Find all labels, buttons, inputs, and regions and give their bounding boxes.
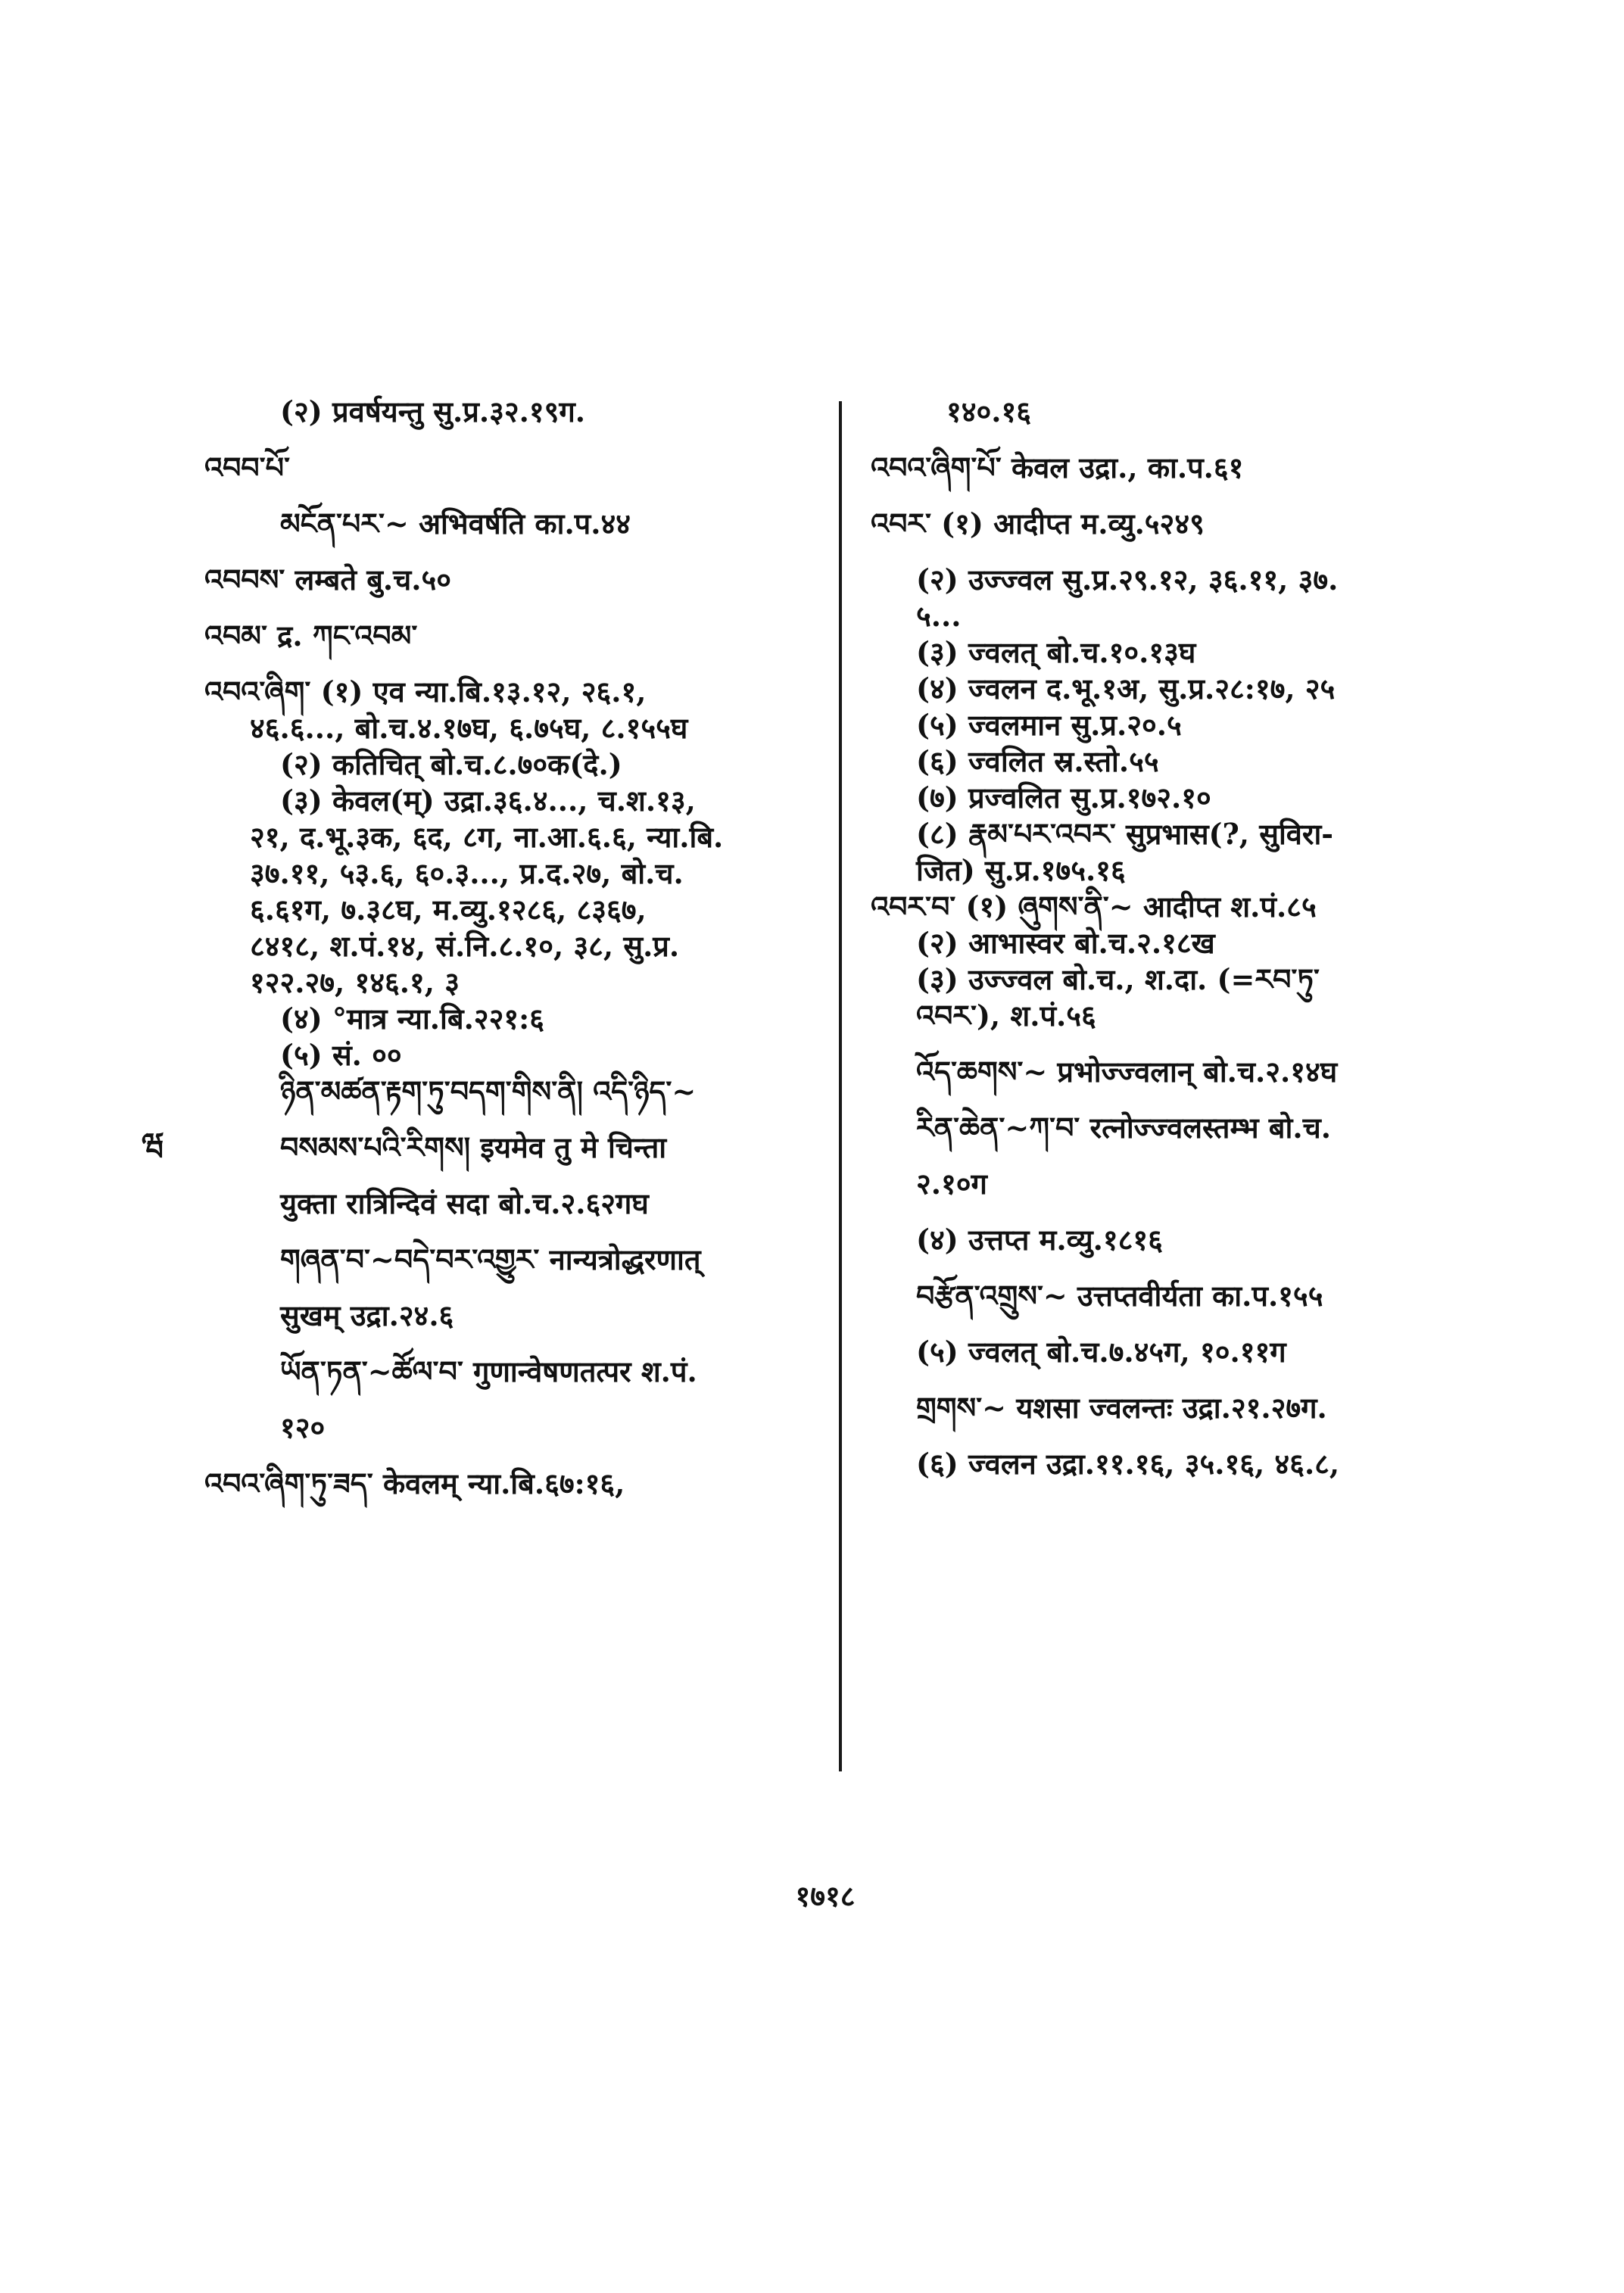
entry-line: འབབས་ लम्बते बु.च.५० [204,562,452,597]
entry-line: (४) उत्तप्त म.व्यु.१८१६ [916,1223,1163,1257]
page-number: १७१८ [795,1879,856,1913]
entry-line: (३) केवल(म्) उद्रा.३६.४..., च.श.१३, [280,784,696,818]
left-column [204,394,833,1502]
entry-line: ३७.११, ५३.६, ६०.३..., प्र.द.२७, बो.च. [250,856,684,890]
entry-line: འབའ་ཞིག་པོ་ केवल उद्रा., का.प.६१ [871,450,1244,484]
entry-line: (३) ज्वलत् बो.च.१०.१३घ [916,635,1196,669]
section-letter-marker: ཝ [142,1126,164,1162]
entry-line: འབམ་ द्र. ཀང་འབམ་ [204,618,418,653]
entry-line: འབར་ (१) आदीप्त म.व्यु.५२४९ [871,506,1205,541]
entry-line: (५) सं. ०० [280,1038,402,1072]
entry-line: ६.६१ग, ७.३८घ, म.व्यु.१२८६, ८३६७, [250,893,647,927]
entry-line: (२) प्रवर्षयन्तु सु.प्र.३२.१९ग. [280,394,585,428]
entry-line: རིན་ཆེན་~ཀ་བ་ रत्नोज्ज्वलस्तम्भ बो.च. [916,1111,1331,1145]
entry-line: འབའ་ཞིག་ (१) एव न्या.बि.१३.१२, २६.१, [204,675,647,709]
entry-line: ८४१८, श.पं.१४, सं.नि.८.१०, ३८, सु.प्र. [250,929,680,963]
entry-line: १२० [280,1410,326,1444]
entry-line: (३) उज्ज्वल बो.च., श.दा. (=རབ་ཏུ་ [916,962,1320,996]
entry-line: ཉིན་མཚན་རྟག་ཏུ་བདག་གིས་ནི། འདི་ཉིད་~ [280,1074,697,1108]
entry-line: (२) कतिचित् बो.च.८.७०क(दे.) [280,747,622,781]
entry-line: (८) རྣམ་པར་འབར་ सुप्रभास(?, सुविरा- [916,817,1334,851]
entry-line: འབར་བ་ (१) ཞུགས་ནི་~ आदीप्त श.पं.८५ [871,889,1317,924]
entry-line: མངོན་པར་~ अभिवर्षति का.प.४४ [280,506,631,541]
entry-line: १२२.२७, १४६.१, ३ [250,965,460,999]
entry-line: ५... [916,599,962,633]
entry-line: (४) ज्वलन द.भू.१अ, सु.प्र.२८:१७, २५ [916,671,1336,706]
entry-line: འབའ་ཞིག་ཏུ་ཟད་ केवलम् न्या.बि.६७:१६, [204,1466,625,1500]
entry-line: བསམས་པའི་རིགས། इयमेव तु मे चिन्ता [280,1130,667,1164]
entry-line: ४६.६..., बो.च.४.१७घ, ६.७५घ, ८.१५५घ [250,711,688,745]
entry-line: २१, द.भू.३क, ६द, ८ग, ना.आ.६.६, न्या.बि. [250,820,724,854]
entry-line: २.१०ग [916,1167,987,1201]
entry-line: युक्ता रात्रिन्दिवं सदा बो.च.२.६२गघ [280,1186,649,1220]
entry-line: བརྩོན་འགྲུས་~ उत्तप्तवीर्यता का.प.१५५ [916,1279,1323,1313]
entry-line: (५) ज्वलमान सु.प्र.२०.५ [916,708,1182,742]
entry-line: (५) ज्वलत् बो.च.७.४५ग, १०.११ग [916,1335,1286,1369]
column-divider [839,401,842,1771]
entry-line: གྲགས་~ यशसा ज्वलन्तः उद्रा.२१.२७ग. [916,1391,1327,1425]
entry-line: (७) प्रज्वलित सु.प्र.१७२.१० [916,780,1211,815]
entry-line: གཞན་བ་~བདེ་བར་འགྱུར་ नान्यत्रोद्धरणात् [280,1242,701,1276]
entry-line: འོད་ཆགས་~ प्रभोज्ज्वलान् बो.च.२.१४घ [916,1055,1338,1089]
entry-line: ཡོན་ཏན་~ཚོལ་བ་ गुणान्वेषणतत्पर श.पं. [280,1354,697,1388]
entry-line: (४) °मात्र न्या.बि.२२१:६ [280,1002,544,1036]
right-column [871,394,1492,1482]
entry-line: जित) सु.प्र.१७५.१६ [916,853,1126,887]
entry-line: सुखम् उद्रा.२४.६ [280,1298,454,1332]
entry-line: (२) आभास्वर बो.च.२.१८ख [916,926,1215,960]
entry-line: འབར་), श.पं.५६ [916,999,1096,1033]
entry-line: (६) ज्वलन उद्रा.११.१६, ३५.१६, ४६.८, [916,1447,1340,1481]
entry-line: (६) ज्वलित स्र.स्तो.५५ [916,744,1159,778]
entry-line: १४०.१६ [946,394,1032,428]
entry-line: འབབ་པོ་ [204,450,290,484]
entry-line: (२) उज्ज्वल सु.प्र.२९.१२, ३६.११, ३७. [916,562,1339,597]
